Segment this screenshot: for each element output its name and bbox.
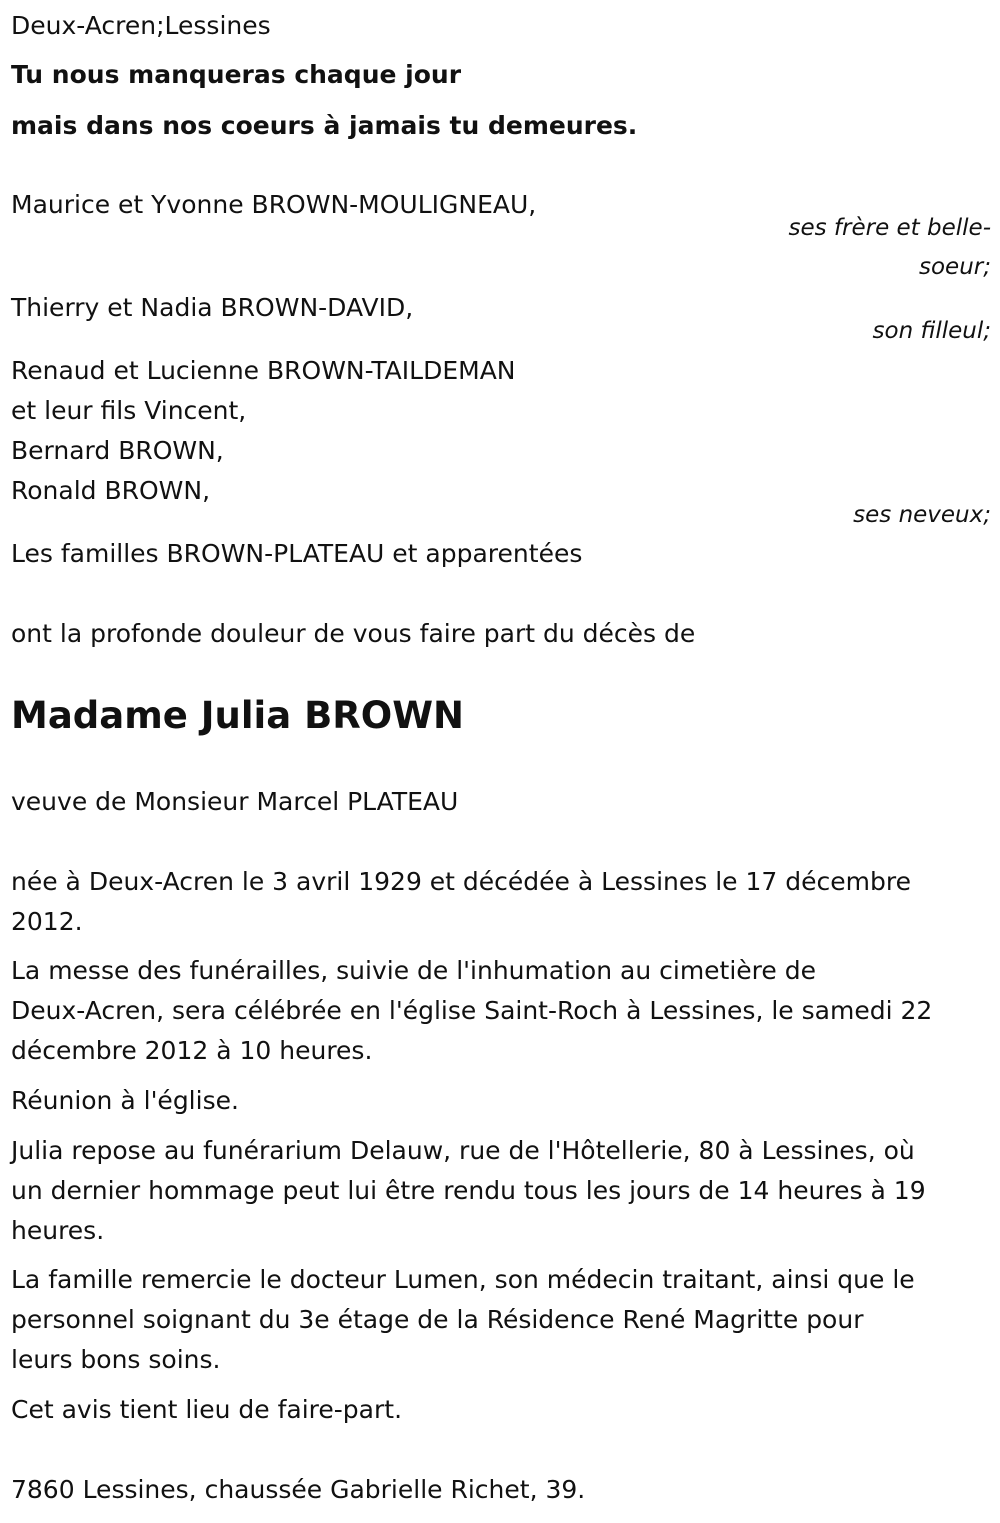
meeting-note: Réunion à l'église. [11,1086,239,1115]
address: 7860 Lessines, chaussée Gabrielle Richet, 39. [11,1475,586,1504]
thanks-line-1: La famille remercie le docteur Lumen, son médecin traitant, ainsi que le [11,1265,915,1294]
thanks-line-2: personnel soignant du 3e étage de la Résidence René Magritte pour [11,1305,864,1334]
thanks-line-3: leurs bons soins. [11,1345,221,1374]
family-entry-3-line-1: Renaud et Lucienne BROWN-TAILDEMAN [11,356,516,385]
family-entry-2: Thierry et Nadia BROWN-DAVID, [11,293,414,322]
family-entry-6: Les familles BROWN-PLATEAU et apparentées [11,539,583,568]
quote-line-2: mais dans nos coeurs à jamais tu demeures. [11,111,638,140]
birth-death-line-1: née à Deux-Acren le 3 avril 1929 et décédée à Lessines le 17 décembre [11,867,911,896]
family-entry-1: Maurice et Yvonne BROWN-MOULIGNEAU, [11,190,537,219]
family-entry-3-line-2: et leur fils Vincent, [11,396,247,425]
family-entry-5: Ronald BROWN, [11,476,211,505]
funeral-line-1: La messe des funérailles, suivie de l'inhumation au cimetière de [11,956,816,985]
announcement-intro: ont la profonde douleur de vous faire part du décès de [11,619,696,648]
family-role-3: ses neveux; [853,502,991,528]
family-entry-4: Bernard BROWN, [11,436,224,465]
rest-line-2: un dernier hommage peut lui être rendu tous les jours de 14 heures à 19 [11,1176,926,1205]
family-role-1-line-2: soeur; [919,254,991,280]
funeral-line-3: décembre 2012 à 10 heures. [11,1036,373,1065]
family-role-2: son filleul; [872,318,991,344]
widow-of: veuve de Monsieur Marcel PLATEAU [11,787,459,816]
funeral-line-2: Deux-Acren, sera célébrée en l'église Saint-Roch à Lessines, le samedi 22 [11,996,933,1025]
rest-line-1: Julia repose au funérarium Delauw, rue de l'Hôtellerie, 80 à Lessines, où [11,1136,915,1165]
rest-line-3: heures. [11,1216,105,1245]
quote-line-1: Tu nous manqueras chaque jour [11,60,462,89]
location-header: Deux-Acren;Lessines [11,11,271,40]
birth-death-line-2: 2012. [11,907,83,936]
notice-text: Cet avis tient lieu de faire-part. [11,1395,403,1424]
family-role-1-line-1: ses frère et belle- [788,215,991,241]
deceased-name: Madame Julia BROWN [11,694,465,737]
